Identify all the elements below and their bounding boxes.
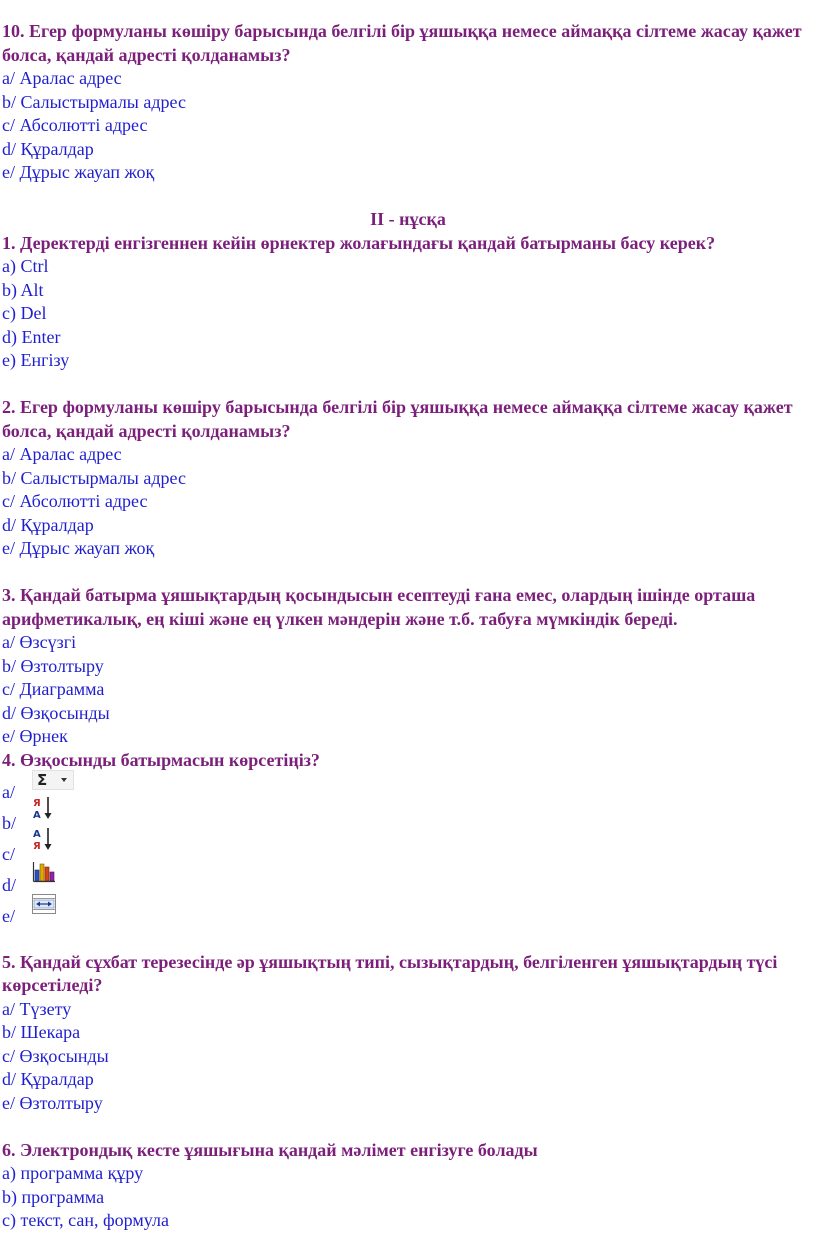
q2-option-d: d/ Құралдар [2,514,94,535]
q6-option-c: c) текст, сан, формула [2,1210,169,1230]
q6-option-b: b) программа [2,1186,105,1207]
q2-option-a: a/ Аралас адрес [2,444,122,464]
sort-asc-top-letter: А [33,829,41,840]
document-page [0,20,816,1233]
question-6: 6. Электрондық кесте ұяшығына қандай мәлімет енгізуге болады [2,1139,538,1160]
q10-option-b: b/ Салыстырмалы адрес [2,91,186,112]
sort-desc-top-letter: Я [33,798,41,809]
q5-option-e: e/ Өзтолтыру [2,1092,103,1113]
sort-descending-icon [32,795,54,826]
question-4: 4. Өзқосынды батырмасын көрсетіңіз? [2,749,320,770]
question-1: 1. Деректерді енгізгеннен кейін өрнектер жолағындағы қандай батырманы басу керек? [2,232,716,253]
q4-option-a-label: a/ [2,782,15,802]
autosum-icon [32,770,74,795]
q1-option-b: b) Alt [2,279,44,300]
q3-option-d: d/ Өзқосынды [2,702,110,723]
q10-option-c: c/ Абсолютті адрес [2,115,148,135]
spacer [0,373,816,397]
q1-option-d: d) Enter [2,326,61,347]
q10-option-a: a/ Аралас адрес [2,68,122,88]
q3-option-c: c/ Диаграмма [2,679,105,699]
q4-option-d [0,865,816,896]
q2-option-b: b/ Салыстырмалы адрес [2,467,186,488]
spacer [0,1115,816,1139]
q2-option-e: e/ Дұрыс жауап жоқ [2,538,155,558]
spacer [0,561,816,585]
q4-option-a [0,772,816,803]
q10-option-e: e/ Дұрыс жауап жоқ [2,162,155,182]
sort-desc-bottom-letter: А [33,810,41,821]
q4-option-e [0,896,816,927]
spacer [0,185,816,209]
chart-wizard-icon [32,861,56,888]
question-10: 10. Егер формуланы көшіру барысында белгілі бір ұяшыққа немесе аймаққа сілтеме жасау қажет болса, қандай адресті қолданамыз? [2,21,802,65]
q5-option-c: c/ Өзқосынды [2,1045,109,1066]
spacer [0,927,816,951]
q4-option-b [0,798,816,834]
q3-option-e: e/ Өрнек [2,726,68,746]
q1-option-a: a) Ctrl [2,256,49,276]
question-3: 3. Қандай батырма ұяшықтардың қосындысын есептеуді ғана емес, олардың ішінде орташа арифметикалық, ең кіші және ең үлкен мәндерін және т.б. табуға мүмкіндік береді. [2,585,756,629]
sort-asc-bottom-letter: Я [33,841,41,852]
q5-option-a: a/ Түзету [2,998,72,1019]
q4-option-b-label: b/ [2,813,17,833]
q5-option-d: d/ Құралдар [2,1069,94,1089]
q10-option-d: d/ Құралдар [2,138,94,159]
q1-option-e: e) Енгізу [2,350,70,370]
q6-option-a: a) программа құру [2,1163,144,1183]
q3-option-a: a/ Өзсүзгі [2,632,77,652]
q1-option-c: c) Del [2,303,47,323]
variant-heading: ІІ - нұсқа [370,209,446,229]
q4-option-d-label: d/ [2,875,17,895]
q5-option-b: b/ Шекара [2,1022,81,1042]
q2-option-c: c/ Абсолютті адрес [2,491,148,511]
q4-option-c [0,829,816,865]
q4-option-e-label: e/ [2,906,15,926]
question-2: 2. Егер формуланы көшіру барысында белгілі бір ұяшыққа немесе аймаққа сілтеме жасау қажет болса, қандай адресті қолданамыз? [2,397,793,441]
q3-option-b: b/ Өзтолтыру [2,655,104,676]
q4-option-c-label: c/ [2,844,15,864]
question-5: 5. Қандай сұхбат терезесінде әр ұяшықтың типі, сызықтардың, белгіленген ұяшықтардың түсі көрсетіледі? [2,951,778,995]
merge-center-icon [32,894,56,919]
autosum-sigma: Σ [37,771,48,789]
sort-ascending-icon [32,826,54,857]
